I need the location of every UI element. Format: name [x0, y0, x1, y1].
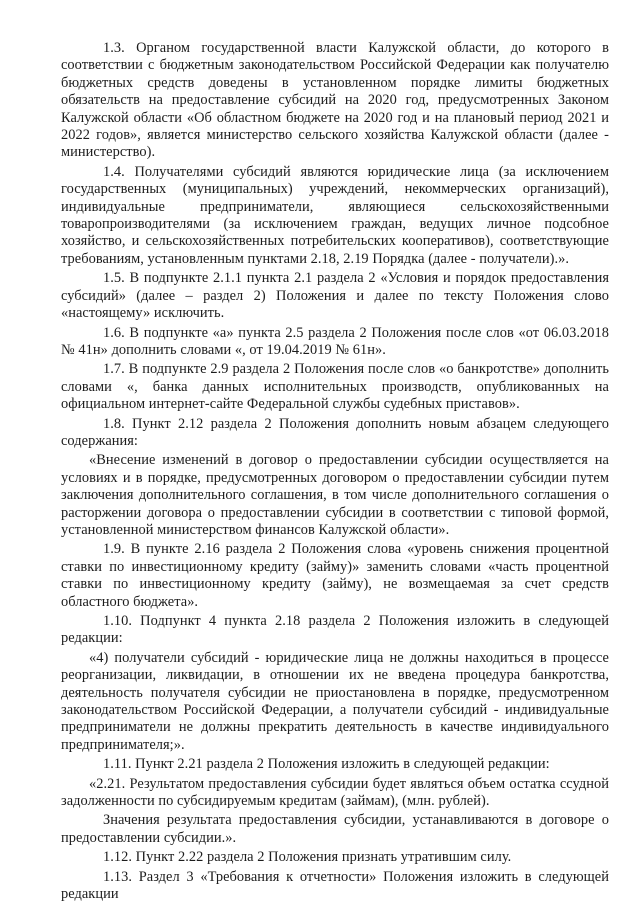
paragraph-1-13: 1.13. Раздел 3 «Требования к отчетности» Положения изложить в следующей редакции	[61, 868, 609, 903]
paragraph-1-12: 1.12. Пункт 2.22 раздела 2 Положения признать утратившим силу.	[103, 849, 512, 866]
paragraph-1-8: 1.8. Пункт 2.12 раздела 2 Положения дополнить новым абзацем следующего содержания:	[61, 415, 609, 449]
paragraph-1-11-quote-continued: Значения результата предоставления субсидии, устанавливаются в договоре о предоставлении субсидии.».	[61, 812, 609, 846]
paragraph-1-5: 1.5. В подпункте 2.1.1 пункта 2.1 раздела 2 «Условия и порядок предоставления субсидий» (далее – раздел 2) Положения и далее по тексту Положения слово «настоящему» исключить.	[61, 270, 609, 322]
paragraph-1-8-quote: «Внесение изменений в договор о предоставлении субсидии осуществляется на условиях и в порядке, предусмотренных договором о предоставлении субсидии путем заключения дополнительного соглашения, в том числе дополнительного соглашения о расторжении договора о предоставлении субсидии в соответствии с типовой формой, установленной министерством финансов Калужской области».	[61, 452, 609, 538]
paragraph-1-4: 1.4. Получателями субсидий являются юридические лица (за исключением государственных (муниципальных) учреждений, некоммерческих организаций), индивидуальные предприниматели, являющиеся сельскохозяйственными товаропроизводителями (за исключением граждан, ведущих личное подсобное хозяйство, и сельскохозяйственных потребительских кооперативов), соответствующие требованиям, установленным пунктами 2.18, 2.19 Порядка (далее - получатели).».	[61, 163, 609, 267]
paragraph-1-11-quote: «2.21. Результатом предоставления субсидии будет являться объем остатка ссудной задолженности по субсидируемым кредитам (займам), (млн. рублей).	[61, 775, 609, 810]
paragraph-1-11: 1.11. Пункт 2.21 раздела 2 Положения изложить в следующей редакции:	[103, 756, 550, 773]
paragraph-1-7: 1.7. В подпункте 2.9 раздела 2 Положения после слов «о банкротстве» дополнить словами «, банка данных исполнительных производств, опубликованных на официальном интернет-сайте Федеральной службы судебных приставов».	[61, 361, 609, 413]
paragraph-1-10: 1.10. Подпункт 4 пункта 2.18 раздела 2 Положения изложить в следующей редакции:	[61, 613, 609, 647]
document-body	[61, 40, 609, 904]
paragraph-1-3: 1.3. Органом государственной власти Калужской области, до которого в соответствии с бюджетным законодательством Российской Федерации как получателю бюджетных средств доведены в установленном порядке лимиты бюджетных обязательств на предоставление субсидий на 2020 год, предусмотренных Законом Калужской области «Об областном бюджете на 2020 год и на плановый период 2021 и 2022 годов», является министерство сельского хозяйства Калужской области (далее - министерство).	[61, 40, 609, 161]
paragraph-1-10-quote: «4) получатели субсидий - юридические лица не должны находиться в процессе реорганизации, ликвидации, в отношении их не введена процедура банкротства, деятельность получателя субсидии не приостановлена в порядке, предусмотренном законодательством Российской Федерации, а получатели субсидий - индивидуальные предприниматели не должны прекратить деятельность в качестве индивидуального предпринимателя;».	[61, 649, 609, 753]
paragraph-1-6: 1.6. В подпункте «а» пункта 2.5 раздела 2 Положения после слов «от 06.03.2018 № 41н» дополнить словами «, от 19.04.2019 № 61н».	[61, 324, 609, 358]
paragraph-1-9: 1.9. В пункте 2.16 раздела 2 Положения слова «уровень снижения процентной ставки по инвестиционному кредиту (займу)» заменить словами «часть процентной ставки по инвестиционному кредиту (займу), не возмещаемая за счет средств областного бюджета».	[61, 541, 609, 610]
